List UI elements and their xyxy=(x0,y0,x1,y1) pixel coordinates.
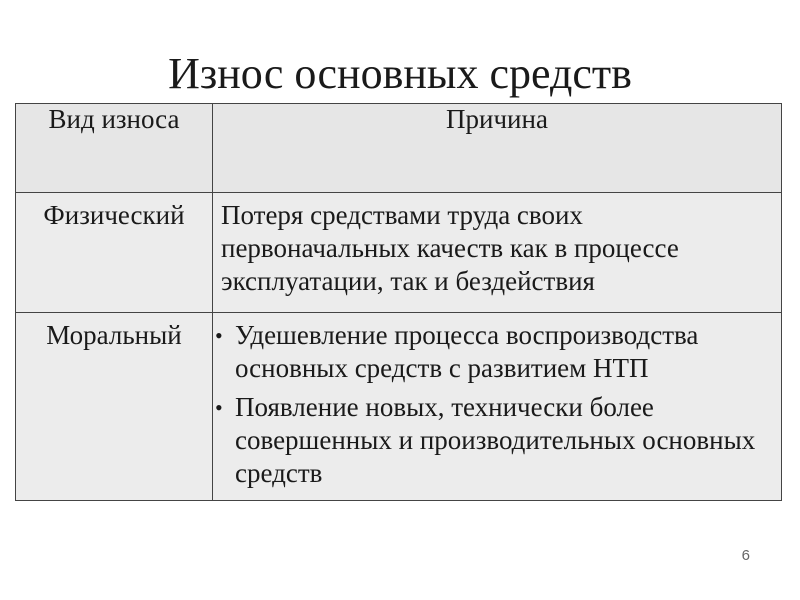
list-item xyxy=(215,391,773,490)
wear-type-physical: Физический xyxy=(16,193,213,313)
cause-moral-item: Удешевление процесса воспроизводства основных средств с развитием НТП xyxy=(235,320,699,383)
bullet-icon: • xyxy=(215,395,223,420)
cause-moral-item: Появление новых, технически более совершенных и производительных основных средств xyxy=(235,392,756,488)
table-row xyxy=(16,193,782,313)
table-header-row xyxy=(16,104,782,193)
header-cause: Причина xyxy=(213,104,782,193)
list-item xyxy=(215,319,773,385)
cause-moral xyxy=(213,313,782,501)
wear-types-table xyxy=(15,103,782,501)
cause-physical: Потеря средствами труда своих первоначальных качеств как в процессе эксплуатации, так и бездействия xyxy=(213,193,782,313)
header-wear-type: Вид износа xyxy=(16,104,213,193)
table-row xyxy=(16,313,782,501)
page-number: 6 xyxy=(741,547,750,564)
bullet-icon: • xyxy=(215,323,223,348)
wear-type-moral: Моральный xyxy=(16,313,213,501)
slide-title: Износ основных средств xyxy=(168,49,632,98)
